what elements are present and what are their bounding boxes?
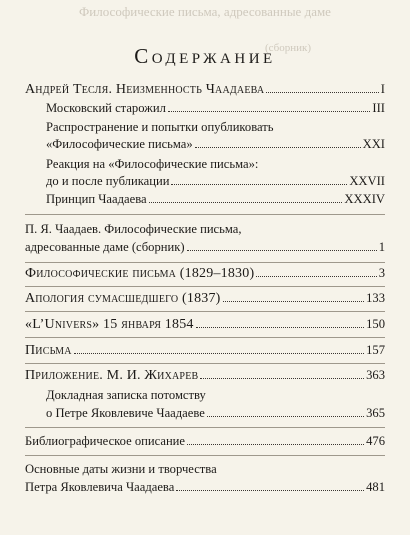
toc-entry-title: Андрей Тесля. Неизменность Чаадаева <box>25 82 265 97</box>
section-divider <box>25 363 385 364</box>
toc-entry-printsip[interactable] <box>46 192 385 207</box>
toc-entry-daty-line-1[interactable]: Основные даты жизни и творчества <box>25 462 217 476</box>
section-divider <box>25 214 385 215</box>
toc-entry-apologiya[interactable] <box>25 291 385 306</box>
toc-page-number: 1 <box>378 240 385 254</box>
dot-leader <box>196 327 365 328</box>
toc-entry-filosoficheskie-pisma[interactable] <box>25 266 385 281</box>
toc-entry-title: «Философические письма» <box>46 137 193 151</box>
toc-entry-title: Философические письма (1829–1830) <box>25 266 255 281</box>
toc-page-number: 150 <box>366 317 385 331</box>
toc-entry-teslya[interactable] <box>25 82 385 97</box>
toc-entry-bibliografiya[interactable] <box>25 434 385 449</box>
toc-entry-title: Апология сумасшедшего (1837) <box>25 291 221 306</box>
toc-entry-title: Принцип Чаадаева <box>46 192 147 206</box>
dot-leader <box>171 184 347 185</box>
toc-entry-pisma[interactable] <box>25 343 385 358</box>
dot-leader <box>266 92 379 93</box>
toc-page-number: XXXIV <box>344 192 385 206</box>
section-divider <box>25 286 385 287</box>
dot-leader <box>223 301 365 302</box>
dot-leader <box>195 147 361 148</box>
dot-leader <box>200 378 364 379</box>
toc-entry-title: Библиографическое описание <box>25 434 186 448</box>
toc-page-number: 476 <box>366 434 385 448</box>
dot-leader <box>187 250 377 251</box>
toc-entry-prilozhenie[interactable] <box>25 368 385 383</box>
dot-leader <box>187 444 364 445</box>
dot-leader <box>74 353 364 354</box>
toc-entry-starozhil[interactable] <box>46 101 385 116</box>
toc-page-number: 363 <box>366 368 385 382</box>
toc-entry-title: до и после публикации <box>46 174 170 188</box>
toc-entry-lunivers[interactable] <box>25 317 385 332</box>
toc-page-number: 133 <box>366 291 385 305</box>
toc-entry-title: о Петре Яковлевиче Чаадаеве <box>46 406 205 420</box>
toc-entry-daty[interactable] <box>25 480 385 495</box>
dot-leader <box>149 202 343 203</box>
section-divider <box>25 337 385 338</box>
toc-entry-title: Приложение. М. И. Жихарев <box>25 368 199 383</box>
toc-entry-title: адресованные даме (сборник) <box>25 240 185 254</box>
dot-leader <box>256 276 376 277</box>
section-divider <box>25 311 385 312</box>
toc-page-number: 3 <box>378 266 385 280</box>
toc-page-number: 481 <box>366 480 385 494</box>
dot-leader <box>168 111 370 112</box>
dot-leader <box>176 490 364 491</box>
toc-page-number: 365 <box>366 406 385 420</box>
section-divider <box>25 455 385 456</box>
section-divider <box>25 262 385 263</box>
toc-page-number: XXVII <box>349 174 385 188</box>
toc-entry-reaktsiya-line-1[interactable]: Реакция на «Философические письма»: <box>46 157 259 171</box>
toc-entry-title: Петра Яковлевича Чаадаева <box>25 480 175 494</box>
toc-page-number: 157 <box>366 343 385 357</box>
dot-leader <box>207 416 364 417</box>
toc-entry-title: Письма <box>25 343 72 358</box>
toc-page-number: XXI <box>362 137 385 151</box>
toc-entry-rasprostranenie-line-1[interactable]: Распространение и попытки опубликовать <box>46 120 274 134</box>
toc-entry-chaadaev-line-1[interactable]: П. Я. Чаадаев. Философические письма, <box>25 222 242 236</box>
toc-entry-title: Московский старожил <box>46 101 166 115</box>
toc-entry-reaktsiya[interactable] <box>46 174 385 189</box>
toc-entry-zapiska[interactable] <box>46 406 385 421</box>
page-title: Содержание <box>134 44 276 68</box>
bleed-through-header: Философические письма, адресованные даме <box>79 4 331 19</box>
toc-entry-rasprostranenie[interactable] <box>46 137 385 152</box>
toc-page-number: III <box>372 101 385 115</box>
toc-page-number: I <box>380 82 385 96</box>
section-divider <box>25 427 385 428</box>
toc-entry-zapiska-line-1[interactable]: Докладная записка потомству <box>46 388 206 402</box>
toc-entry-chaadaev[interactable] <box>25 240 385 255</box>
bleed-through-subheader: (сборник) <box>265 42 312 54</box>
toc-entry-title: «L’Univers» 15 января 1854 <box>25 317 194 332</box>
